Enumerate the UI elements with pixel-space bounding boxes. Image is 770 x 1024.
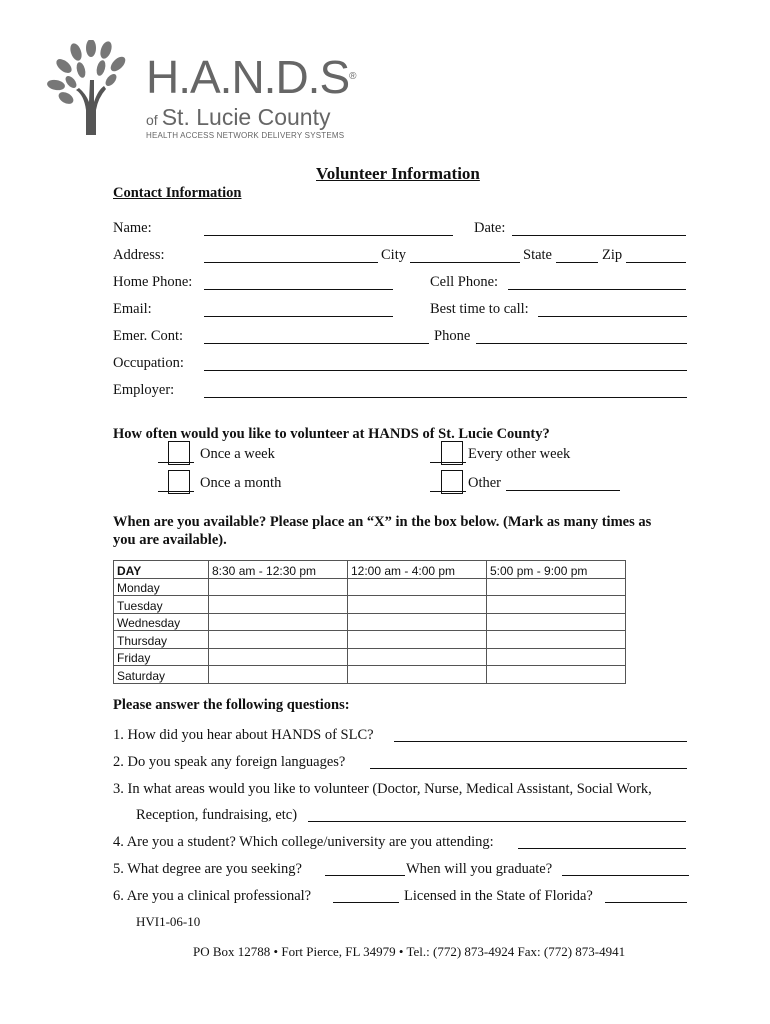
availability-question-1: When are you available? Please place an “X” in the box below. (Mark as many times as bbox=[113, 514, 652, 530]
slot-cell[interactable] bbox=[209, 596, 348, 614]
questions-heading: Please answer the following questions: bbox=[113, 697, 350, 713]
best-time-label: Best time to call: bbox=[430, 301, 529, 317]
header-slot-2: 12:00 am - 4:00 pm bbox=[348, 561, 487, 579]
city-label: City bbox=[381, 247, 406, 263]
emer-phone-field[interactable] bbox=[476, 343, 687, 344]
slot-cell[interactable] bbox=[348, 613, 487, 631]
date-label: Date: bbox=[474, 220, 506, 236]
state-label: State bbox=[523, 247, 552, 263]
slot-cell[interactable] bbox=[348, 666, 487, 684]
name-field[interactable] bbox=[204, 235, 453, 236]
zip-field[interactable] bbox=[626, 262, 686, 263]
table-header-row bbox=[114, 561, 626, 579]
email-field[interactable] bbox=[204, 316, 393, 317]
slot-cell[interactable] bbox=[487, 596, 626, 614]
cell-phone-label: Cell Phone: bbox=[430, 274, 499, 290]
city-field[interactable] bbox=[410, 262, 520, 263]
home-phone-label: Home Phone: bbox=[113, 274, 193, 290]
slot-cell[interactable] bbox=[487, 578, 626, 596]
slot-cell[interactable] bbox=[209, 648, 348, 666]
logo-brand-text: H.A.N.D.S bbox=[146, 51, 350, 103]
home-phone-field[interactable] bbox=[204, 289, 393, 290]
slot-cell[interactable] bbox=[348, 631, 487, 649]
name-label: Name: bbox=[113, 220, 152, 236]
address-label: Address: bbox=[113, 247, 165, 263]
logo-of: of bbox=[146, 112, 158, 128]
employer-label: Employer: bbox=[113, 382, 175, 398]
answer-5a-field[interactable] bbox=[325, 875, 405, 876]
registered-mark: ® bbox=[349, 71, 356, 82]
table-row bbox=[114, 648, 626, 666]
slot-cell[interactable] bbox=[487, 613, 626, 631]
question-5: 5. What degree are you seeking? bbox=[113, 861, 302, 877]
day-cell: Monday bbox=[114, 578, 209, 596]
answer-6a-field[interactable] bbox=[333, 902, 399, 903]
slot-cell[interactable] bbox=[348, 596, 487, 614]
slot-cell[interactable] bbox=[348, 648, 487, 666]
answer-2-field[interactable] bbox=[370, 768, 687, 769]
slot-cell[interactable] bbox=[487, 666, 626, 684]
question-2: 2. Do you speak any foreign languages? bbox=[113, 754, 346, 770]
answer-3-field[interactable] bbox=[308, 821, 686, 822]
question-4: 4. Are you a student? Which college/university are you attending: bbox=[113, 834, 494, 850]
slot-cell[interactable] bbox=[209, 578, 348, 596]
table-row bbox=[114, 631, 626, 649]
question-6-license: Licensed in the State of Florida? bbox=[404, 888, 593, 904]
slot-cell[interactable] bbox=[487, 631, 626, 649]
table-row bbox=[114, 578, 626, 596]
answer-5b-field[interactable] bbox=[562, 875, 689, 876]
day-cell: Wednesday bbox=[114, 613, 209, 631]
cell-phone-field[interactable] bbox=[508, 289, 686, 290]
header-slot-1: 8:30 am - 12:30 pm bbox=[209, 561, 348, 579]
date-field[interactable] bbox=[512, 235, 686, 236]
logo-county-text: St. Lucie County bbox=[161, 104, 331, 130]
question-6: 6. Are you a clinical professional? bbox=[113, 888, 312, 904]
slot-cell[interactable] bbox=[209, 613, 348, 631]
zip-label: Zip bbox=[602, 247, 623, 263]
slot-cell[interactable] bbox=[487, 648, 626, 666]
footer: PO Box 12788 • Fort Pierce, FL 34979 • Tel.: (772) 873-4924 Fax: (772) 873-4941 bbox=[193, 944, 626, 959]
once-week-label: Once a week bbox=[200, 446, 275, 462]
other-field[interactable] bbox=[506, 490, 620, 491]
once-month-label: Once a month bbox=[200, 475, 282, 491]
table-row bbox=[114, 666, 626, 684]
question-1: 1. How did you hear about HANDS of SLC? bbox=[113, 727, 374, 743]
every-other-week-checkbox[interactable] bbox=[441, 441, 463, 465]
state-field[interactable] bbox=[556, 262, 598, 263]
address-field[interactable] bbox=[204, 262, 378, 263]
availability-question-2: you are available). bbox=[113, 532, 227, 548]
answer-6b-field[interactable] bbox=[605, 902, 687, 903]
emer-contact-field[interactable] bbox=[204, 343, 429, 344]
emer-phone-label: Phone bbox=[434, 328, 471, 344]
email-label: Email: bbox=[113, 301, 152, 317]
slot-cell[interactable] bbox=[348, 578, 487, 596]
availability-table bbox=[113, 560, 626, 684]
answer-4-field[interactable] bbox=[518, 848, 686, 849]
frequency-question: How often would you like to volunteer at HANDS of St. Lucie County? bbox=[113, 426, 550, 442]
question-3-cont: Reception, fundraising, etc) bbox=[136, 807, 298, 823]
once-week-checkbox[interactable] bbox=[168, 441, 190, 465]
once-month-checkbox[interactable] bbox=[168, 470, 190, 494]
every-other-week-label: Every other week bbox=[468, 446, 571, 462]
form-code: HVI1-06-10 bbox=[136, 914, 201, 929]
page-title: Volunteer Information bbox=[316, 164, 480, 183]
other-label: Other bbox=[468, 475, 502, 491]
logo-county bbox=[146, 104, 330, 134]
emer-contact-label: Emer. Cont: bbox=[113, 328, 184, 344]
occupation-label: Occupation: bbox=[113, 355, 184, 371]
other-checkbox[interactable] bbox=[441, 470, 463, 494]
tree-hand-icon bbox=[46, 40, 146, 140]
employer-field[interactable] bbox=[204, 397, 687, 398]
question-3: 3. In what areas would you like to volunteer (Doctor, Nurse, Medical Assistant, Social Work, bbox=[113, 781, 652, 797]
question-5-graduate: When will you graduate? bbox=[406, 861, 553, 877]
day-cell: Saturday bbox=[114, 666, 209, 684]
header-day: DAY bbox=[114, 561, 209, 579]
day-cell: Friday bbox=[114, 648, 209, 666]
day-cell: Thursday bbox=[114, 631, 209, 649]
slot-cell[interactable] bbox=[209, 666, 348, 684]
day-cell: Tuesday bbox=[114, 596, 209, 614]
answer-1-field[interactable] bbox=[394, 741, 687, 742]
slot-cell[interactable] bbox=[209, 631, 348, 649]
table-row bbox=[114, 613, 626, 631]
logo-tagline: HEALTH ACCESS NETWORK DELIVERY SYSTEMS bbox=[146, 131, 345, 140]
occupation-field[interactable] bbox=[204, 370, 687, 371]
table-row bbox=[114, 596, 626, 614]
contact-heading: Contact Information bbox=[113, 185, 242, 201]
best-time-field[interactable] bbox=[538, 316, 687, 317]
logo-brand bbox=[146, 51, 356, 103]
header-slot-3: 5:00 pm - 9:00 pm bbox=[487, 561, 626, 579]
